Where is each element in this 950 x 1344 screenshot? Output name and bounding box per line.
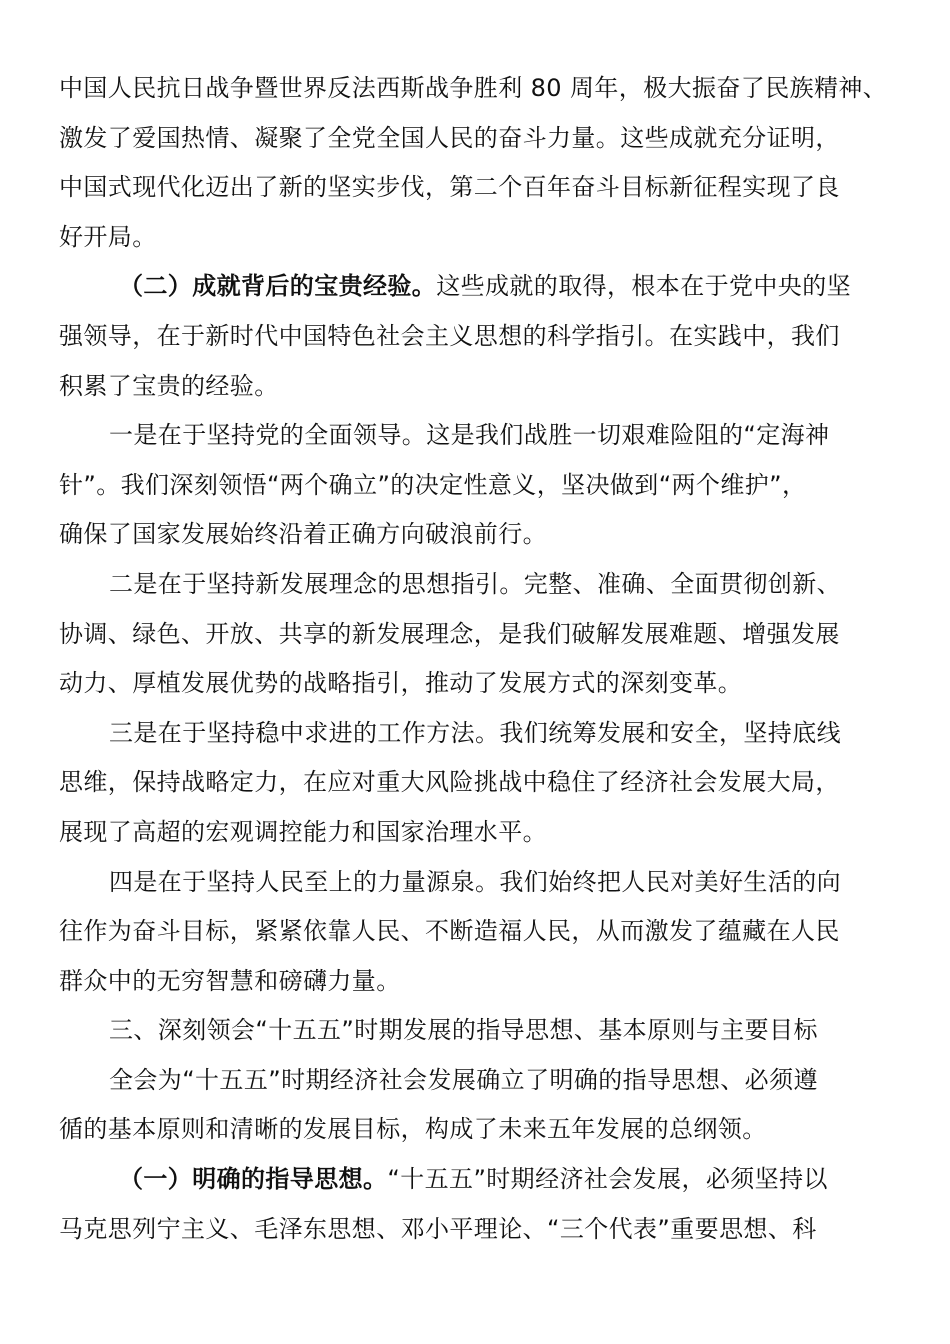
subheading-body: 这些成就的取得，根本在于党中央的坚 [436,272,852,301]
paragraph-line: 动力、厚植发展优势的战略指引，推动了发展方式的深刻变革。 [59,669,743,698]
paragraph-line: 协调、绿色、开放、共享的新发展理念，是我们破解发展难题、增强发展 [59,619,840,648]
paragraph-line: 思维，保持战略定力，在应对重大风险挑战中稳住了经济社会发展大局， [59,768,840,797]
paragraph-line-point-four: 四是在于坚持人民至上的力量源泉。我们始终把人民对美好生活的向 [109,867,841,896]
paragraph-line: 中国人民抗日战争暨世界反法西斯战争胜利 80 周年，极大振奋了民族精神、 [59,74,888,102]
paragraph-line: 全会为“十五五”时期经济社会发展确立了明确的指导思想、必须遵 [109,1065,818,1094]
paragraph-line: 强领导，在于新时代中国特色社会主义思想的科学指引。在实践中，我们 [59,321,840,350]
paragraph-line: 马克思列宁主义、毛泽东思想、邓小平理论、“三个代表”重要思想、科 [59,1214,817,1243]
paragraph-line: 针”。我们深刻领悟“两个确立”的决定性意义，坚决做到“两个维护”， [59,470,807,499]
section-heading-three: 三、深刻领会“十五五”时期发展的指导思想、基本原则与主要目标 [109,1016,818,1045]
paragraph-line-point-two: 二是在于坚持新发展理念的思想指引。完整、准确、全面贯彻创新、 [109,569,841,598]
subheading-bold: （一）明确的指导思想。 [119,1165,388,1194]
paragraph-line: 循的基本原则和清晰的发展目标，构成了未来五年发展的总纲领。 [59,1115,767,1144]
document-page [59,64,939,1254]
paragraph-line-point-one: 一是在于坚持党的全面领导。这是我们战胜一切艰难险阻的“定海神 [109,421,830,450]
subheading-body: “十五五”时期经济社会发展，必须坚持以 [387,1165,828,1194]
subheading-bold: （二）成就背后的宝贵经验。 [119,272,437,301]
paragraph-line: 中国式现代化迈出了新的坚实步伐，第二个百年奋斗目标新征程实现了良 [59,173,840,202]
paragraph-line: 展现了高超的宏观调控能力和国家治理水平。 [59,817,547,846]
paragraph-line: 好开局。 [59,222,157,251]
subheading-line-achievements-experience [59,262,939,312]
paragraph-line: 群众中的无穷智慧和磅礴力量。 [59,966,401,995]
paragraph-line: 激发了爱国热情、凝聚了全党全国人民的奋斗力量。这些成就充分证明， [59,123,840,152]
paragraph-line: 积累了宝贵的经验。 [59,371,279,400]
paragraph-line: 确保了国家发展始终沿着正确方向破浪前行。 [59,520,547,549]
paragraph-line-point-three: 三是在于坚持稳中求进的工作方法。我们统筹发展和安全，坚持底线 [109,718,841,747]
paragraph-line: 往作为奋斗目标，紧紧依靠人民、不断造福人民，从而激发了蕴藏在人民 [59,917,840,946]
subheading-line-guiding-thought [59,1155,939,1205]
